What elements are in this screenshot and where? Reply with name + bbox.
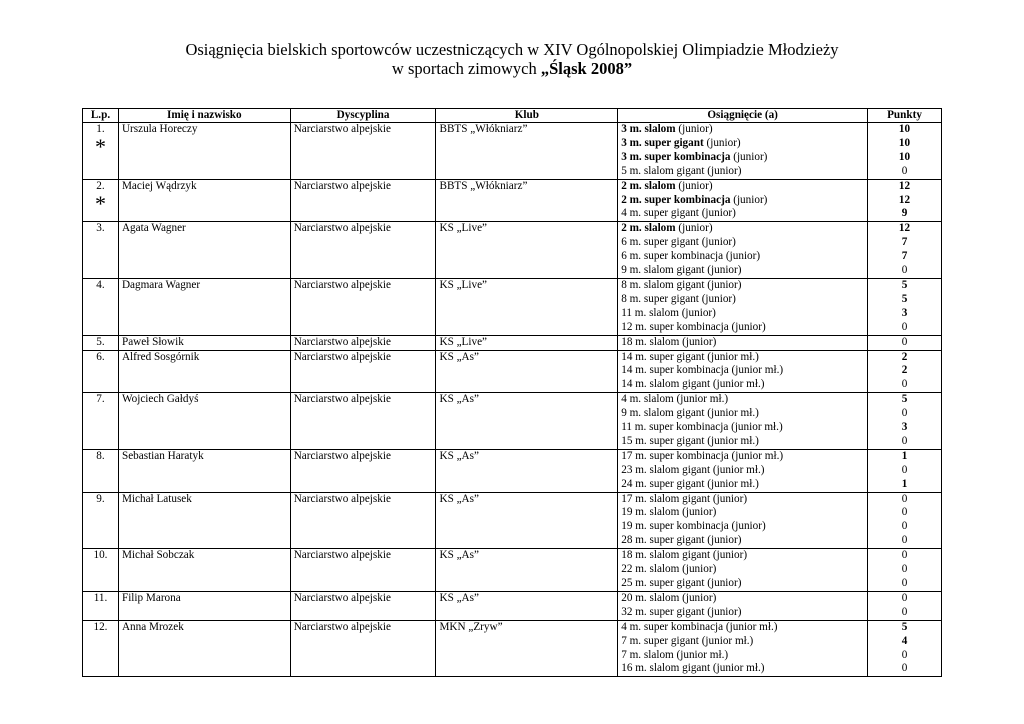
- athlete-name: Urszula Horeczy: [121, 123, 198, 135]
- achievement-line: [621, 250, 864, 264]
- points-value: 4: [901, 634, 908, 647]
- achievement-line: [621, 534, 864, 548]
- cell-discipline: [290, 123, 436, 180]
- cell-discipline: [290, 350, 436, 393]
- achievement-text: 7 m. super gigant (junior mł.): [621, 634, 754, 647]
- achievement-text: 9 m. slalom gigant (junior mł.): [621, 407, 759, 420]
- row-number: 12.: [93, 620, 108, 633]
- row-number: 3.: [96, 222, 105, 235]
- achievement-text: 19 m. slalom (junior): [621, 506, 717, 519]
- cell-lp: [83, 278, 119, 335]
- table-row: [83, 179, 942, 222]
- row-number: 8.: [96, 449, 105, 462]
- discipline: Narciarstwo alpejskie: [293, 335, 391, 348]
- cell-points: [868, 179, 942, 222]
- achievement-line: [621, 407, 864, 421]
- cell-achievements: [618, 620, 868, 677]
- points-value: 10: [898, 136, 911, 149]
- points-value: 2: [901, 350, 908, 363]
- discipline: Narciarstwo alpejskie: [293, 393, 391, 406]
- achievement-text: 4 m. super gigant (junior): [621, 207, 736, 220]
- cell-discipline: [290, 620, 436, 677]
- athlete-name: Paweł Słowik: [121, 335, 184, 348]
- header-lp: L.p.: [83, 109, 119, 123]
- achievement-line: [621, 635, 864, 649]
- achievement-text: 5 m. slalom gigant (junior): [621, 164, 742, 177]
- achievement-line: [621, 662, 864, 676]
- achievement-text: 18 m. slalom gigant (junior): [621, 549, 748, 562]
- points-value: 0: [901, 662, 908, 675]
- achievement-text: (junior): [675, 179, 713, 192]
- achievement-line: [621, 592, 864, 606]
- achievement-highlight: 3 m. super gigant: [621, 136, 704, 149]
- achievement-line: [621, 123, 864, 137]
- achievement-text: 23 m. slalom gigant (junior mł.): [621, 463, 765, 476]
- athlete-name: Dagmara Wagner: [121, 278, 201, 291]
- cell-discipline: [290, 492, 436, 549]
- discipline: Narciarstwo alpejskie: [293, 222, 391, 235]
- achievement-line: [621, 493, 864, 507]
- cell-points: [868, 492, 942, 549]
- discipline: Narciarstwo alpejskie: [293, 549, 391, 562]
- club-name: KS „Live”: [439, 222, 488, 235]
- achievement-highlight: 2 m. slalom: [621, 179, 676, 192]
- achievement-text: 9 m. slalom gigant (junior): [621, 264, 742, 277]
- points-value: 7: [901, 236, 908, 249]
- achievement-line: [621, 606, 864, 620]
- discipline: Narciarstwo alpejskie: [293, 350, 391, 363]
- points-value: 0: [901, 506, 908, 519]
- cell-points: [868, 278, 942, 335]
- points-value: 0: [901, 534, 908, 547]
- achievement-line: [621, 435, 864, 449]
- achievement-text: 17 m. slalom gigant (junior): [621, 492, 748, 505]
- cell-achievements: [618, 222, 868, 279]
- cell-lp: [83, 620, 119, 677]
- cell-club: [436, 335, 618, 350]
- athlete-name: Sebastian Haratyk: [121, 449, 204, 462]
- points-value: 0: [901, 520, 908, 533]
- row-number: 2.: [96, 179, 105, 192]
- cell-lp: [83, 492, 119, 549]
- achievement-text: 8 m. slalom gigant (junior): [621, 278, 742, 291]
- cell-points: [868, 620, 942, 677]
- discipline: Narciarstwo alpejskie: [293, 591, 391, 604]
- achievement-text: 4 m. super kombinacja (junior mł.): [621, 620, 778, 633]
- club-name: KS „As”: [439, 492, 479, 505]
- points-value: 0: [901, 549, 908, 562]
- points-value: 10: [898, 150, 911, 163]
- cell-club: [436, 393, 618, 450]
- points-value: 3: [901, 421, 908, 434]
- cell-discipline: [290, 222, 436, 279]
- title-line-2-event: „Śląsk 2008”: [540, 59, 633, 78]
- achievement-text: 6 m. super gigant (junior): [621, 236, 736, 249]
- table-row: [83, 549, 942, 592]
- achievement-line: [621, 506, 864, 520]
- club-name: BBTS „Włókniarz”: [439, 123, 528, 135]
- achievement-line: [621, 450, 864, 464]
- cell-lp: [83, 123, 119, 180]
- cell-club: [436, 549, 618, 592]
- points-value: 0: [901, 605, 908, 618]
- points-value: 5: [901, 278, 908, 291]
- athlete-name: Michał Latusek: [121, 492, 192, 505]
- header-name: Imię i nazwisko: [118, 109, 290, 123]
- achievement-line: [621, 236, 864, 250]
- achievement-line: [621, 478, 864, 492]
- table-row: [83, 492, 942, 549]
- achievement-text: 24 m. super gigant (junior mł.): [621, 477, 759, 490]
- points-value: 0: [901, 563, 908, 576]
- achievement-text: 16 m. slalom gigant (junior mł.): [621, 662, 765, 675]
- cell-lp: [83, 591, 119, 620]
- table-row: [83, 591, 942, 620]
- achievement-text: (junior): [730, 193, 768, 206]
- asterisk-mark: *: [94, 190, 106, 216]
- achievement-line: [621, 577, 864, 591]
- achievement-text: 7 m. slalom (junior mł.): [621, 648, 729, 661]
- discipline: Narciarstwo alpejskie: [293, 123, 391, 135]
- achievement-line: [621, 180, 864, 194]
- achievement-text: (junior): [730, 150, 768, 163]
- cell-achievements: [618, 350, 868, 393]
- achievement-line: [621, 165, 864, 179]
- cell-achievements: [618, 591, 868, 620]
- achievement-text: 19 m. super kombinacja (junior): [621, 520, 766, 533]
- points-value: 0: [901, 492, 908, 505]
- cell-points: [868, 222, 942, 279]
- cell-discipline: [290, 393, 436, 450]
- cell-name: [118, 179, 290, 222]
- achievement-text: 18 m. slalom (junior): [621, 335, 717, 348]
- points-value: 9: [901, 207, 908, 220]
- table-row: [83, 350, 942, 393]
- achievement-line: [621, 378, 864, 392]
- achievement-highlight: 3 m. slalom: [621, 123, 676, 135]
- cell-name: [118, 492, 290, 549]
- cell-points: [868, 123, 942, 180]
- points-value: 0: [901, 407, 908, 420]
- points-value: 0: [901, 378, 908, 391]
- discipline: Narciarstwo alpejskie: [293, 620, 391, 633]
- cell-achievements: [618, 179, 868, 222]
- achievement-highlight: 3 m. super kombinacja: [621, 150, 731, 163]
- achievement-text: (junior): [675, 123, 713, 135]
- club-name: KS „Live”: [439, 278, 488, 291]
- cell-achievements: [618, 492, 868, 549]
- discipline: Narciarstwo alpejskie: [293, 492, 391, 505]
- asterisk-mark: *: [94, 133, 106, 159]
- row-number: 11.: [93, 591, 108, 604]
- row-number: 6.: [96, 350, 105, 363]
- cell-discipline: [290, 278, 436, 335]
- points-value: 12: [898, 222, 911, 235]
- cell-name: [118, 350, 290, 393]
- table-row: [83, 620, 942, 677]
- achievement-text: 11 m. slalom (junior): [621, 306, 716, 319]
- achievement-line: [621, 194, 864, 208]
- cell-achievements: [618, 393, 868, 450]
- achievement-line: [621, 307, 864, 321]
- cell-points: [868, 335, 942, 350]
- achievement-text: 11 m. super kombinacja (junior mł.): [621, 421, 783, 434]
- row-number: 7.: [96, 393, 105, 406]
- cell-club: [436, 222, 618, 279]
- cell-achievements: [618, 335, 868, 350]
- athlete-name: Wojciech Gałdyś: [121, 393, 199, 406]
- club-name: KS „As”: [439, 393, 479, 406]
- achievement-text: 15 m. super gigant (junior mł.): [621, 434, 759, 447]
- achievement-text: 12 m. super kombinacja (junior): [621, 320, 766, 333]
- cell-club: [436, 350, 618, 393]
- points-value: 12: [898, 179, 911, 192]
- achievement-text: 17 m. super kombinacja (junior mł.): [621, 449, 784, 462]
- cell-discipline: [290, 449, 436, 492]
- cell-lp: [83, 222, 119, 279]
- discipline: Narciarstwo alpejskie: [293, 179, 391, 192]
- cell-discipline: [290, 591, 436, 620]
- achievement-line: [621, 520, 864, 534]
- points-value: 10: [898, 123, 911, 135]
- achievement-text: (junior): [675, 222, 713, 235]
- points-value: 12: [898, 193, 911, 206]
- achievement-text: 32 m. super gigant (junior): [621, 605, 742, 618]
- cell-name: [118, 335, 290, 350]
- cell-lp: [83, 549, 119, 592]
- achievement-line: [621, 321, 864, 335]
- cell-club: [436, 278, 618, 335]
- club-name: KS „As”: [439, 591, 479, 604]
- athlete-name: Agata Wagner: [121, 222, 186, 235]
- achievement-text: (junior): [703, 136, 741, 149]
- header-row: [83, 109, 942, 123]
- cell-club: [436, 449, 618, 492]
- row-number: 5.: [96, 335, 105, 348]
- title-line-2: [0, 59, 1024, 78]
- achievement-text: 14 m. slalom gigant (junior mł.): [621, 378, 765, 391]
- cell-points: [868, 449, 942, 492]
- cell-club: [436, 620, 618, 677]
- results-table: [82, 108, 942, 677]
- cell-achievements: [618, 549, 868, 592]
- achievement-line: [621, 222, 864, 236]
- cell-name: [118, 278, 290, 335]
- row-number: 9.: [96, 492, 105, 505]
- points-value: 0: [901, 335, 908, 348]
- achievement-text: 22 m. slalom (junior): [621, 563, 717, 576]
- achievement-line: [621, 293, 864, 307]
- cell-name: [118, 393, 290, 450]
- cell-achievements: [618, 449, 868, 492]
- achievement-line: [621, 393, 864, 407]
- discipline: Narciarstwo alpejskie: [293, 449, 391, 462]
- header-points: Punkty: [868, 109, 942, 123]
- athlete-name: Anna Mrozek: [121, 620, 184, 633]
- achievement-line: [621, 151, 864, 165]
- discipline: Narciarstwo alpejskie: [293, 278, 391, 291]
- points-value: 0: [901, 164, 908, 177]
- cell-discipline: [290, 335, 436, 350]
- athlete-name: Alfred Sosgórnik: [121, 350, 200, 363]
- achievement-highlight: 2 m. slalom: [621, 222, 676, 235]
- achievement-line: [621, 279, 864, 293]
- cell-achievements: [618, 123, 868, 180]
- athlete-name: Filip Marona: [121, 591, 181, 604]
- points-value: 7: [901, 250, 908, 263]
- cell-lp: [83, 335, 119, 350]
- club-name: KS „As”: [439, 549, 479, 562]
- achievement-line: [621, 207, 864, 221]
- points-value: 0: [901, 434, 908, 447]
- cell-lp: [83, 179, 119, 222]
- cell-lp: [83, 449, 119, 492]
- points-value: 5: [901, 393, 908, 406]
- points-value: 0: [901, 648, 908, 661]
- achievement-text: 8 m. super gigant (junior): [621, 292, 736, 305]
- cell-lp: [83, 393, 119, 450]
- athlete-name: Michał Sobczak: [121, 549, 195, 562]
- cell-name: [118, 549, 290, 592]
- cell-club: [436, 492, 618, 549]
- athlete-name: Maciej Wądrzyk: [121, 179, 197, 192]
- achievement-text: 14 m. super kombinacja (junior mł.): [621, 364, 784, 377]
- points-value: 0: [901, 463, 908, 476]
- table-row: [83, 335, 942, 350]
- points-value: 0: [901, 264, 908, 277]
- cell-discipline: [290, 549, 436, 592]
- header-discipline: Dyscyplina: [290, 109, 436, 123]
- points-value: 5: [901, 292, 908, 305]
- table-row: [83, 449, 942, 492]
- achievement-highlight: 2 m. super kombinacja: [621, 193, 731, 206]
- cell-club: [436, 123, 618, 180]
- points-value: 5: [901, 620, 908, 633]
- table-row: [83, 393, 942, 450]
- achievement-text: 14 m. super gigant (junior mł.): [621, 350, 759, 363]
- points-value: 0: [901, 591, 908, 604]
- achievement-line: [621, 421, 864, 435]
- achievement-line: [621, 137, 864, 151]
- table-row: [83, 222, 942, 279]
- cell-lp: [83, 350, 119, 393]
- cell-points: [868, 591, 942, 620]
- achievement-line: [621, 621, 864, 635]
- title-line-1: Osiągnięcia bielskich sportowców uczestniczących w XIV Ogólnopolskiej Olimpiadzie Młodzieży: [185, 40, 839, 59]
- achievement-line: [621, 464, 864, 478]
- cell-name: [118, 222, 290, 279]
- achievement-line: [621, 264, 864, 278]
- points-value: 2: [901, 364, 908, 377]
- points-value: 1: [901, 449, 908, 462]
- row-number: 10.: [93, 549, 108, 562]
- cell-club: [436, 179, 618, 222]
- club-name: KS „As”: [439, 449, 479, 462]
- club-name: KS „Live”: [439, 335, 488, 348]
- achievement-line: [621, 649, 864, 663]
- club-name: MKN „Zryw”: [439, 620, 503, 633]
- cell-name: [118, 123, 290, 180]
- achievement-text: 4 m. slalom (junior mł.): [621, 393, 729, 406]
- header-achievement: Osiągnięcie (a): [618, 109, 868, 123]
- document-title: [0, 40, 1024, 78]
- achievement-line: [621, 563, 864, 577]
- cell-name: [118, 591, 290, 620]
- points-value: 0: [901, 320, 908, 333]
- points-value: 1: [901, 477, 908, 490]
- achievement-text: 28 m. super gigant (junior): [621, 534, 742, 547]
- club-name: KS „As”: [439, 350, 479, 363]
- cell-points: [868, 393, 942, 450]
- achievement-text: 25 m. super gigant (junior): [621, 577, 742, 589]
- cell-name: [118, 449, 290, 492]
- club-name: BBTS „Włókniarz”: [439, 179, 528, 192]
- cell-club: [436, 591, 618, 620]
- header-club: Klub: [436, 109, 618, 123]
- title-line-2-plain: w sportach zimowych: [391, 59, 541, 78]
- achievement-line: [621, 364, 864, 378]
- table-row: [83, 123, 942, 180]
- row-number: 1.: [96, 123, 105, 135]
- table-row: [83, 278, 942, 335]
- cell-points: [868, 549, 942, 592]
- achievement-line: [621, 336, 864, 350]
- achievement-text: 6 m. super kombinacja (junior): [621, 250, 761, 263]
- achievement-line: [621, 351, 864, 365]
- points-value: 0: [901, 577, 908, 589]
- achievement-line: [621, 549, 864, 563]
- cell-name: [118, 620, 290, 677]
- cell-points: [868, 350, 942, 393]
- cell-achievements: [618, 278, 868, 335]
- points-value: 3: [901, 306, 908, 319]
- achievement-text: 20 m. slalom (junior): [621, 591, 717, 604]
- row-number: 4.: [96, 278, 105, 291]
- cell-discipline: [290, 179, 436, 222]
